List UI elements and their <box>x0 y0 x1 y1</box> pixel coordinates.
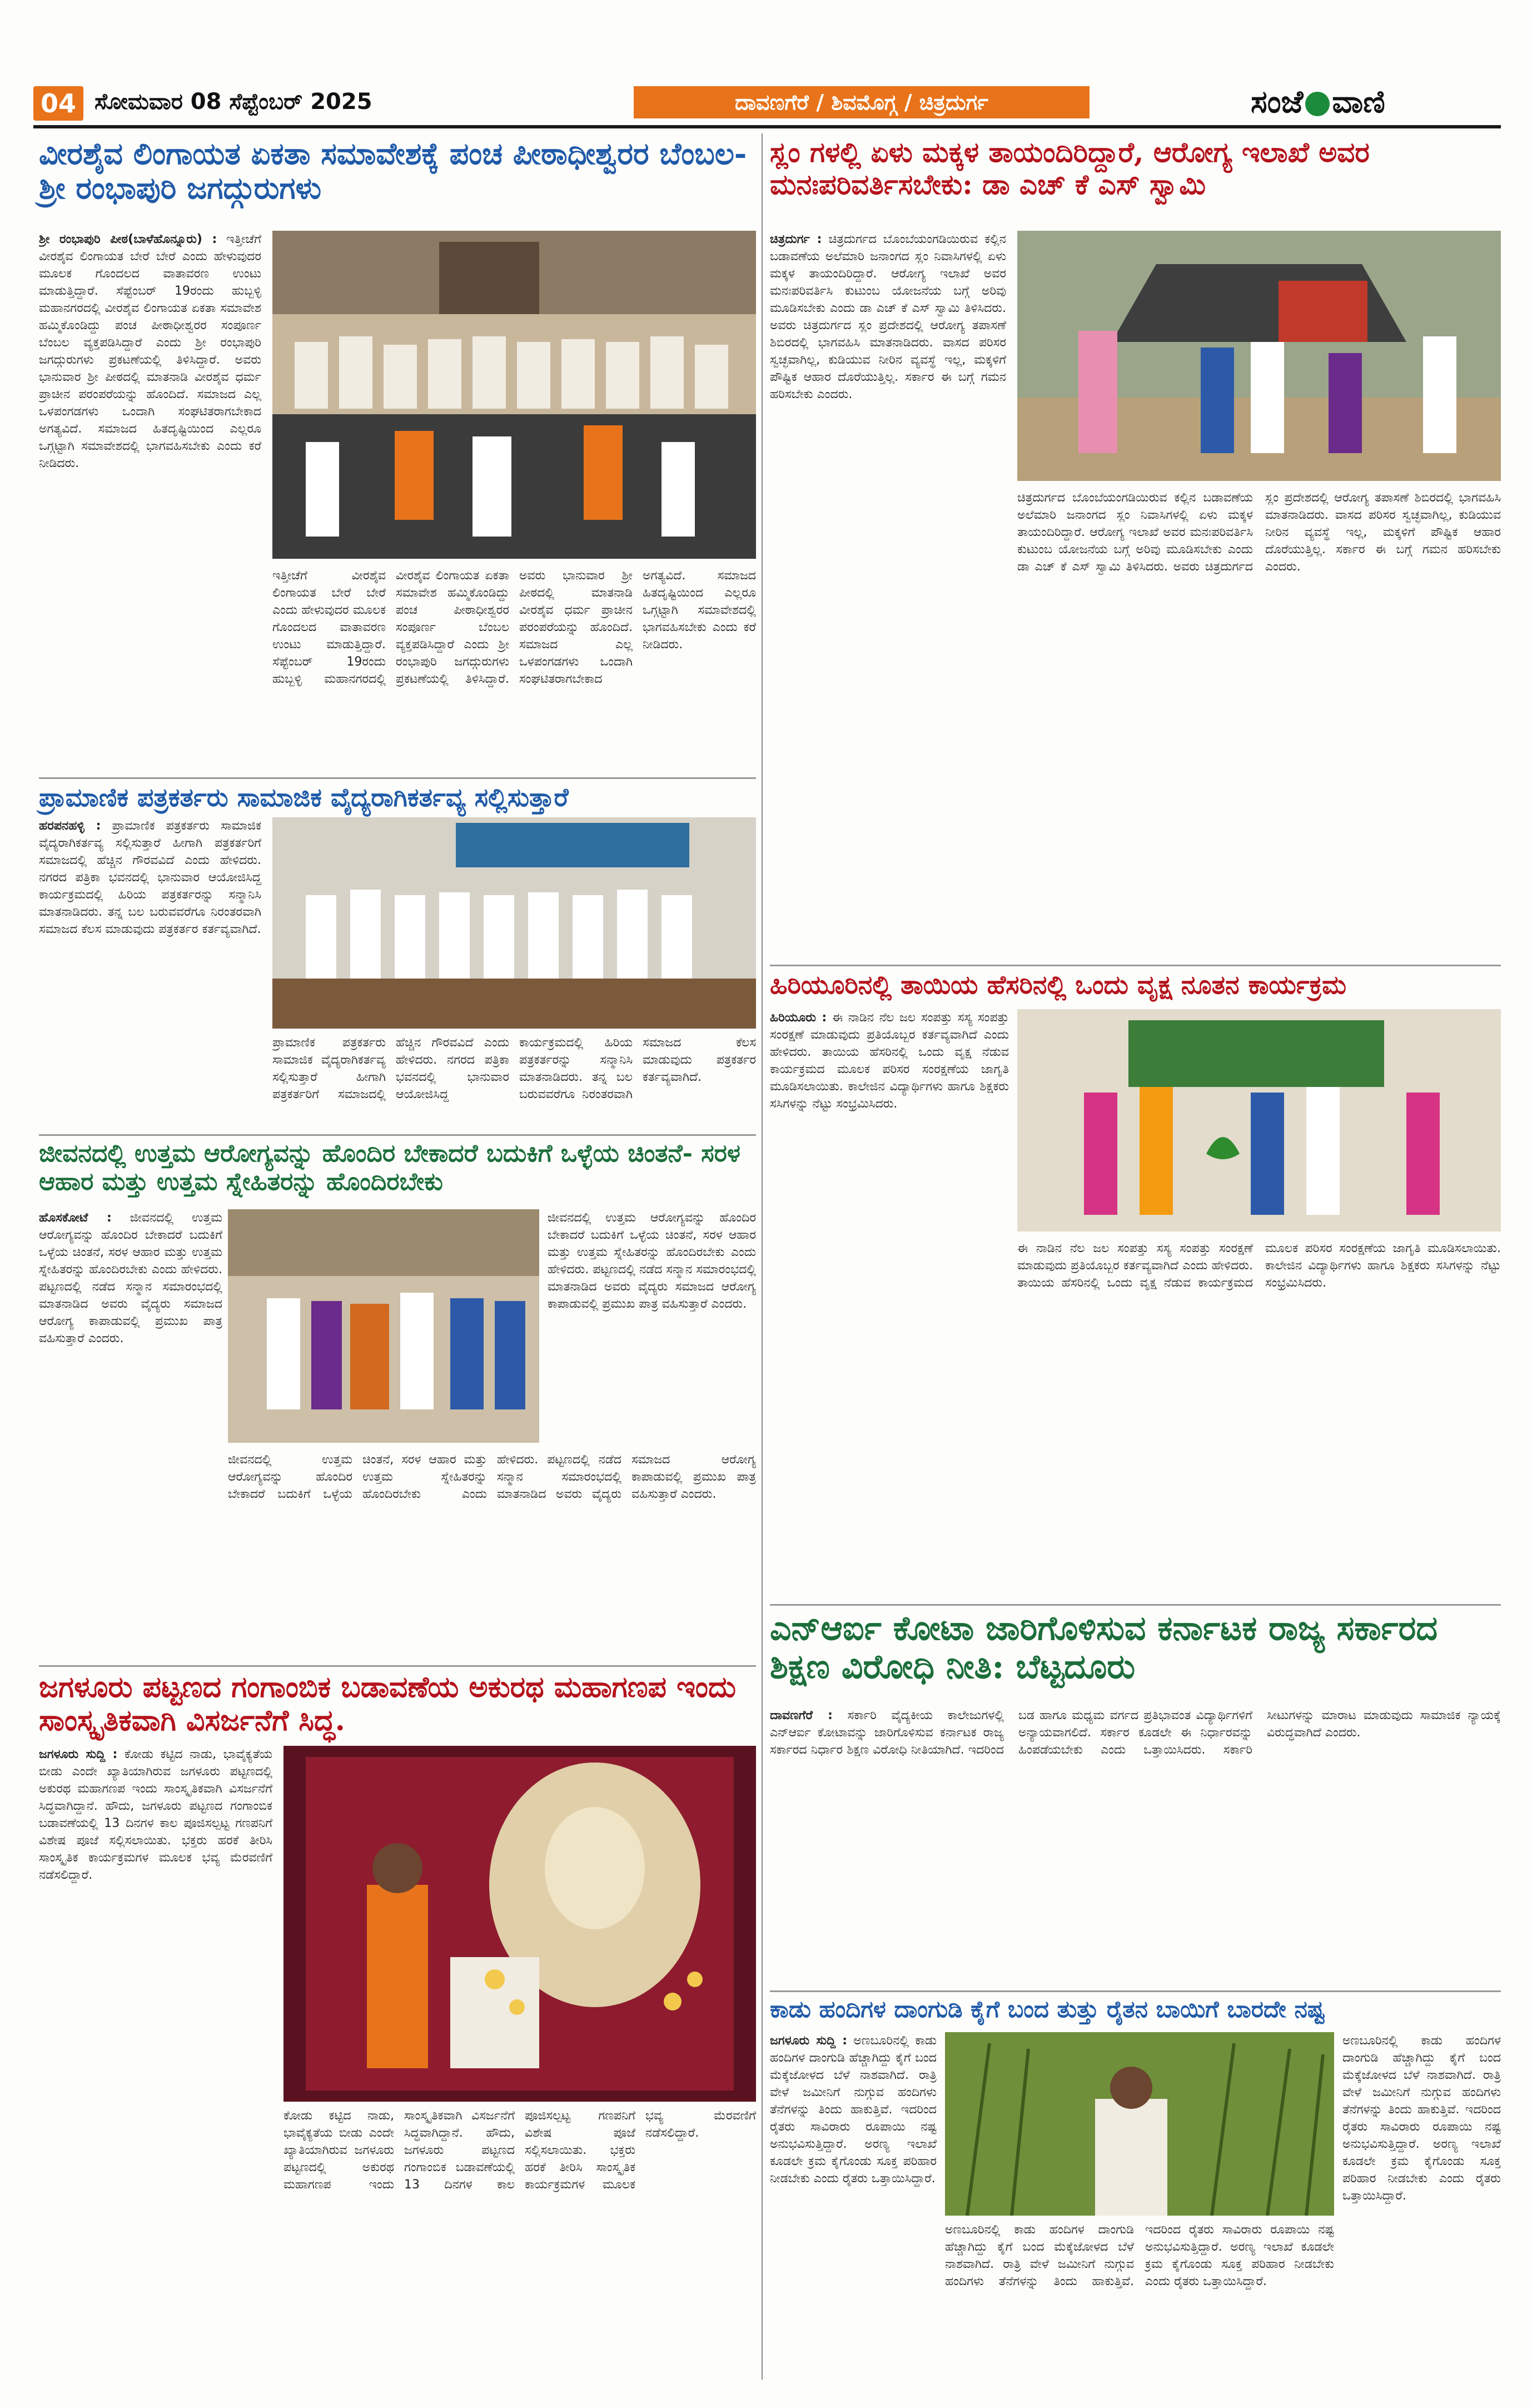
body-text: ಅಣಬೂರಿನಲ್ಲಿ ಕಾಡು ಹಂದಿಗಳ ದಾಂಗುಡಿ ಹೆಚ್ಚಾಗಿದ್ದು ಕೈಗೆ ಬಂದ ಮೆಕ್ಕೆಜೋಳದ ಬೆಳೆ ನಾಶವಾಗಿದೆ. ರಾತ್ರಿ ವೇಳೆ ಜಮೀನಿಗೆ ನುಗ್ಗುವ ಹಂದಿಗಳು ತೆನೆಗಳನ್ನು ತಿಂದು ಹಾಕುತ್ತಿವೆ. ಇದರಿಂದ ರೈತರು ಸಾವಿರಾರು ರೂಪಾಯಿ ನಷ್ಟ ಅನುಭವಿಸುತ್ತಿದ್ದಾರೆ. ಅರಣ್ಯ ಇಲಾಖೆ ಕೂಡಲೇ ಕ್ರಮ ಕೈಗೊಂಡು ಸೂಕ್ತ ಪರಿಹಾರ ನೀಡಬೇಕು ಎಂದು ರೈತರು ಒತ್ತಾಯಿಸಿದ್ದಾರೆ. <box>945 2223 1334 2288</box>
headline-slum: ಸ್ಲಂ ಗಳಲ್ಲಿ ಏಳು ಮಕ್ಕಳ ತಾಯಂದಿರಿದ್ದಾರೆ, ಆರೋಗ್ಯ ಇಲಾಖೆ ಅವರ ಮನಃಪರಿವರ್ತಿಸಬೇಕು: ಡಾ ಎಚ್ ಕೆ ಎಸ್ ಸ್ವಾಮಿ <box>770 136 1370 201</box>
dateline: ದಾವಣಗೆರೆ : <box>770 1709 833 1722</box>
article-body-wild-pigs <box>770 2032 937 2366</box>
issue-date: ಸೋಮವಾರ 08 ಸೆಪ್ಟೆಂಬರ್ 2025 <box>94 89 372 115</box>
body-text: ಚಿತ್ರದುರ್ಗದ ಬೊಂಬೆಯಂಗಡಿಯಿರುವ ಕಲ್ಲಿನ ಬಡಾವಣೆಯ ಅಲೆಮಾರಿ ಜನಾಂಗದ ಸ್ಲಂ ನಿವಾಸಿಗಳಲ್ಲಿ ಏಳು ಮಕ್ಕಳ ತಾಯಂದಿರಿದ್ದಾರೆ. ಆರೋಗ್ಯ ಇಲಾಖೆ ಅವರ ಮನಃಪರಿವರ್ತಿಸಿ ಕುಟುಂಬ ಯೋಜನೆಯ ಬಗ್ಗೆ ಅರಿವು ಮೂಡಿಸಬೇಕು ಎಂದು ಡಾ ಎಚ್ ಕೆ ಎಸ್ ಸ್ವಾಮಿ ತಿಳಿಸಿದರು. ಅವರು ಚಿತ್ರದುರ್ಗದ ಸ್ಲಂ ಪ್ರದೇಶದಲ್ಲಿ ಆರೋಗ್ಯ ತಪಾಸಣೆ ಶಿಬಿರದಲ್ಲಿ ಭಾಗವಹಿಸಿ ಮಾತನಾಡಿದರು. ವಾಸದ ಪರಿಸರ ಸ್ವಚ್ಛವಾಗಿಲ್ಲ, ಕುಡಿಯುವ ನೀರಿನ ವ್ಯವಸ್ಥೆ ಇಲ್ಲ, ಮಕ್ಕಳಿಗೆ ಪೌಷ್ಟಿಕ ಆಹಾರ ದೊರೆಯುತ್ತಿಲ್ಲ. ಸರ್ಕಾರ ಈ ಬಗ್ಗೆ ಗಮನ ಹರಿಸಬೇಕು ಎಂದರು. <box>1017 491 1501 574</box>
headline-journalists: ಪ್ರಾಮಾಣಿಕ ಪತ್ರಕರ್ತರು ಸಾಮಾಜಿಕ ವೈದ್ಯರಾಗಿಕರ್ತವ್ಯ ಸಲ್ಲಿಸುತ್ತಾರೆ <box>39 782 569 812</box>
brand-right: ವಾಣಿ <box>1332 83 1385 120</box>
body-text: ಪ್ರಾಮಾಣಿಕ ಪತ್ರಕರ್ತರು ಸಾಮಾಜಿಕ ವೈದ್ಯರಾಗಿಕರ್ತವ್ಯ ಸಲ್ಲಿಸುತ್ತಾರೆ ಹೀಗಾಗಿ ಪತ್ರಕರ್ತರಿಗೆ ಸಮಾಜದಲ್ಲಿ ಹೆಚ್ಚಿನ ಗೌರವವಿದೆ ಎಂದು ಹೇಳಿದರು. ನಗರದ ಪತ್ರಿಕಾ ಭವನದಲ್ಲಿ ಭಾನುವಾರ ಆಯೋಜಿಸಿದ್ದ ಕಾರ್ಯಕ್ರಮದಲ್ಲಿ ಹಿರಿಯ ಪತ್ರಕರ್ತರನ್ನು ಸನ್ಮಾನಿಸಿ ಮಾತನಾಡಿದರು. ತನ್ನ ಬಲ ಬರುವವರೆಗೂ ನಿರಂತರವಾಗಿ ಸಮಾಜದ ಕೆಲಸ ಮಾಡುವುದು ಪತ್ರಕರ್ತರ ಕರ್ತವ್ಯವಾಗಿದೆ. <box>272 1036 756 1101</box>
section-rule <box>770 1604 1501 1606</box>
article-body-healthy-life-side <box>548 1209 756 1443</box>
body-text: ಸರ್ಕಾರಿ ವೈದ್ಯಕೀಯ ಕಾಲೇಜುಗಳಲ್ಲಿ ಎನ್ಆರ್ಐ ಕೋಟಾವನ್ನು ಜಾರಿಗೊಳಿಸುವ ಕರ್ನಾಟಕ ರಾಜ್ಯ ಸರ್ಕಾರದ ನಿರ್ಧಾರ ಶಿಕ್ಷಣ ವಿರೋಧಿ ನೀತಿಯಾಗಿದೆ. ಇದರಿಂದ ಬಡ ಹಾಗೂ ಮಧ್ಯಮ ವರ್ಗದ ಪ್ರತಿಭಾವಂತ ವಿದ್ಯಾರ್ಥಿಗಳಿಗೆ ಅನ್ಯಾಯವಾಗಲಿದೆ. ಸರ್ಕಾರ ಕೂಡಲೇ ಈ ನಿರ್ಧಾರವನ್ನು ಹಿಂಪಡೆಯಬೇಕು ಎಂದು ಒತ್ತಾಯಿಸಿದರು. ಸರ್ಕಾರಿ ಸೀಟುಗಳನ್ನು ಮಾರಾಟ ಮಾಡುವುದು ಸಾಮಾಜಿಕ ನ್ಯಾಯಕ್ಕೆ ವಿರುದ್ಧವಾಗಿದೆ ಎಂದರು. <box>770 1709 1501 1757</box>
section-rule <box>39 777 756 779</box>
body-text: ಇತ್ತೀಚೆಗೆ ವೀರಶೈವ ಲಿಂಗಾಯತ ಬೇರೆ ಬೇರೆ ಎಂದು ಹೇಳುವುದರ ಮೂಲಕ ಗೊಂದಲದ ವಾತಾವರಣ ಉಂಟು ಮಾಡುತ್ತಿದ್ದಾರೆ. ಸೆಪ್ಟೆಂಬರ್ 19ರಂದು ಹುಬ್ಬಳ್ಳಿ ಮಹಾನಗರದಲ್ಲಿ ವೀರಶೈವ ಲಿಂಗಾಯತ ಏಕತಾ ಸಮಾವೇಶ ಹಮ್ಮಿಕೊಂಡಿದ್ದು ಪಂಚ ಪೀಠಾಧೀಶ್ವರರ ಸಂಪೂರ್ಣ ಬೆಂಬಲ ವ್ಯಕ್ತಪಡಿಸಿದ್ದಾರೆ ಎಂದು ಶ್ರೀ ರಂಭಾಪುರಿ ಜಗದ್ಗುರುಗಳು ಪ್ರಕಟಣೆಯಲ್ಲಿ ತಿಳಿಸಿದ್ದಾರೆ. ಅವರು ಭಾನುವಾರ ಶ್ರೀ ಪೀಠದಲ್ಲಿ ಮಾತನಾಡಿ ವೀರಶೈವ ಧರ್ಮ ಪ್ರಾಚೀನ ಪರಂಪರೆಯನ್ನು ಹೊಂದಿದೆ. ಸಮಾಜದ ಎಲ್ಲ ಒಳಪಂಗಡಗಳು ಒಂದಾಗಿ ಸಂಘಟಿತರಾಗಬೇಕಾದ ಅಗತ್ಯವಿದೆ. ಸಮಾಜದ ಹಿತದೃಷ್ಟಿಯಿಂದ ಎಲ್ಲರೂ ಒಗ್ಗಟ್ಟಾಗಿ ಸಮಾವೇಶದಲ್ಲಿ ಭಾಗವಹಿಸಬೇಕು ಎಂದು ಕರೆ ನೀಡಿದರು. <box>39 232 261 470</box>
body-text: ಕೋಡು ಕಟ್ಟಿದ ನಾಡು, ಭಾವೈಕ್ಯತೆಯ ಬೀಡು ಎಂದೇ ಖ್ಯಾತಿಯಾಗಿರುವ ಜಗಳೂರು ಪಟ್ಟಣದಲ್ಲಿ ಅಕುರಥ ಮಹಾಗಣಪ ಇಂದು ಸಾಂಸ್ಕೃತಿಕವಾಗಿ ವಿಸರ್ಜನೆಗೆ ಸಿದ್ಧವಾಗಿದ್ದಾನೆ. ಹೌದು, ಜಗಳೂರು ಪಟ್ಟಣದ ಗಂಗಾಂಬಿಕ ಬಡಾವಣೆಯಲ್ಲಿ 13 ದಿನಗಳ ಕಾಲ ಪೂಜಿಸಲ್ಪಟ್ಟ ಗಣಪನಿಗೆ ವಿಶೇಷ ಪೂಜೆ ಸಲ್ಲಿಸಲಾಯಿತು. ಭಕ್ತರು ಹರಕೆ ತೀರಿಸಿ ಸಾಂಸ್ಕೃತಿಕ ಕಾರ್ಯಕ್ರಮಗಳ ಮೂಲಕ ಭವ್ಯ ಮೆರವಣಿಗೆ ನಡೆಸಲಿದ್ದಾರೆ. <box>283 2109 756 2192</box>
section-rule <box>39 1134 756 1136</box>
dateline: ಜಗಳೂರು ಸುದ್ದಿ : <box>770 2034 848 2048</box>
headline-ganesha: ಜಗಳೂರು ಪಟ್ಟಣದ ಗಂಗಾಂಬಿಕ ಬಡಾವಣೆಯ ಅಕುರಥ ಮಹಾಗಣಪ ಇಂದು ಸಾಂಸ್ಕೃತಿಕವಾಗಿ ವಿಸರ್ಜನೆಗೆ ಸಿದ್ಧ. <box>39 1670 737 1737</box>
logo-globe-icon <box>1305 92 1330 116</box>
article-body-slum-cont <box>1017 489 1501 959</box>
body-text: ಅಣಬೂರಿನಲ್ಲಿ ಕಾಡು ಹಂದಿಗಳ ದಾಂಗುಡಿ ಹೆಚ್ಚಾಗಿದ್ದು ಕೈಗೆ ಬಂದ ಮೆಕ್ಕೆಜೋಳದ ಬೆಳೆ ನಾಶವಾಗಿದೆ. ರಾತ್ರಿ ವೇಳೆ ಜಮೀನಿಗೆ ನುಗ್ಗುವ ಹಂದಿಗಳು ತೆನೆಗಳನ್ನು ತಿಂದು ಹಾಕುತ್ತಿವೆ. ಇದರಿಂದ ರೈತರು ಸಾವಿರಾರು ರೂಪಾಯಿ ನಷ್ಟ ಅನುಭವಿಸುತ್ತಿದ್ದಾರೆ. ಅರಣ್ಯ ಇಲಾಖೆ ಕೂಡಲೇ ಕ್ರಮ ಕೈಗೊಂಡು ಸೂಕ್ತ ಪರಿಹಾರ ನೀಡಬೇಕು ಎಂದು ರೈತರು ಒತ್ತಾಯಿಸಿದ್ದಾರೆ. <box>1342 2034 1501 2203</box>
photo-maize-field <box>945 2032 1334 2216</box>
section-rule <box>770 965 1501 966</box>
article-body-nri-quota <box>770 1707 1501 1985</box>
article-body-wild-pigs-side <box>1342 2032 1501 2366</box>
photo-felicitation <box>228 1209 539 1443</box>
article-body-hiriyur-cont <box>1017 1240 1501 1598</box>
article-body-journalists <box>39 817 261 1129</box>
article-body-healthy-life <box>39 1209 222 1660</box>
article-body-hiriyur <box>770 1009 1009 1598</box>
headline-wild-pigs: ಕಾಡು ಹಂದಿಗಳ ದಾಂಗುಡಿ ಕೈಗೆ ಬಂದ ತುತ್ತು ರೈತನ ಬಾಯಿಗೆ ಬಾರದೇ ನಷ್ಟ <box>770 1995 1325 2023</box>
headline-veerashaiva: ವೀರಶೈವ ಲಿಂಗಾಯತ ಏಕತಾ ಸಮಾವೇಶಕ್ಕೆ ಪಂಚ ಪೀಠಾಧೀಶ್ವರರ ಬೆಂಬಲ- ಶ್ರೀ ರಂಭಾಪುರಿ ಜಗದ್ಗುರುಗಳು <box>39 136 747 206</box>
dateline: ಹೊಸಕೋಟೆ : <box>39 1211 112 1225</box>
article-body-ganesha <box>39 1746 272 2369</box>
article-body-ganesha-cont <box>283 2107 756 2369</box>
page-number: 04 <box>33 86 83 121</box>
photo-tree-planting <box>1017 1009 1501 1232</box>
article-body-veerashaiva-cont <box>272 567 756 773</box>
photo-journalists-meeting <box>272 817 756 1029</box>
masthead-rule <box>33 125 1501 128</box>
body-text: ಕೋಡು ಕಟ್ಟಿದ ನಾಡು, ಭಾವೈಕ್ಯತೆಯ ಬೀಡು ಎಂದೇ ಖ್ಯಾತಿಯಾಗಿರುವ ಜಗಳೂರು ಪಟ್ಟಣದಲ್ಲಿ ಅಕುರಥ ಮಹಾಗಣಪ ಇಂದು ಸಾಂಸ್ಕೃತಿಕವಾಗಿ ವಿಸರ್ಜನೆಗೆ ಸಿದ್ಧವಾಗಿದ್ದಾನೆ. ಹೌದು, ಜಗಳೂರು ಪಟ್ಟಣದ ಗಂಗಾಂಬಿಕ ಬಡಾವಣೆಯಲ್ಲಿ 13 ದಿನಗಳ ಕಾಲ ಪೂಜಿಸಲ್ಪಟ್ಟ ಗಣಪನಿಗೆ ವಿಶೇಷ ಪೂಜೆ ಸಲ್ಲಿಸಲಾಯಿತು. ಭಕ್ತರು ಹರಕೆ ತೀರಿಸಿ ಸಾಂಸ್ಕೃತಿಕ ಕಾರ್ಯಕ್ರಮಗಳ ಮೂಲಕ ಭವ್ಯ ಮೆರವಣಿಗೆ ನಡೆಸಲಿದ್ದಾರೆ. <box>39 1747 272 1882</box>
body-text: ಚಿತ್ರದುರ್ಗದ ಬೊಂಬೆಯಂಗಡಿಯಿರುವ ಕಲ್ಲಿನ ಬಡಾವಣೆಯ ಅಲೆಮಾರಿ ಜನಾಂಗದ ಸ್ಲಂ ನಿವಾಸಿಗಳಲ್ಲಿ ಏಳು ಮಕ್ಕಳ ತಾಯಂದಿರಿದ್ದಾರೆ. ಆರೋಗ್ಯ ಇಲಾಖೆ ಅವರ ಮನಃಪರಿವರ್ತಿಸಿ ಕುಟುಂಬ ಯೋಜನೆಯ ಬಗ್ಗೆ ಅರಿವು ಮೂಡಿಸಬೇಕು ಎಂದು ಡಾ ಎಚ್ ಕೆ ಎಸ್ ಸ್ವಾಮಿ ತಿಳಿಸಿದರು. ಅವರು ಚಿತ್ರದುರ್ಗದ ಸ್ಲಂ ಪ್ರದೇಶದಲ್ಲಿ ಆರೋಗ್ಯ ತಪಾಸಣೆ ಶಿಬಿರದಲ್ಲಿ ಭಾಗವಹಿಸಿ ಮಾತನಾಡಿದರು. ವಾಸದ ಪರಿಸರ ಸ್ವಚ್ಛವಾಗಿಲ್ಲ, ಕುಡಿಯುವ ನೀರಿನ ವ್ಯವಸ್ಥೆ ಇಲ್ಲ, ಮಕ್ಕಳಿಗೆ ಪೌಷ್ಟಿಕ ಆಹಾರ ದೊರೆಯುತ್ತಿಲ್ಲ. ಸರ್ಕಾರ ಈ ಬಗ್ಗೆ ಗಮನ ಹರಿಸಬೇಕು ಎಂದರು. <box>770 232 1006 401</box>
body-text: ಜೀವನದಲ್ಲಿ ಉತ್ತಮ ಆರೋಗ್ಯವನ್ನು ಹೊಂದಿರ ಬೇಕಾದರೆ ಬದುಕಿಗೆ ಒಳ್ಳೆಯ ಚಿಂತನೆ, ಸರಳ ಆಹಾರ ಮತ್ತು ಉತ್ತಮ ಸ್ನೇಹಿತರನ್ನು ಹೊಂದಿರಬೇಕು ಎಂದು ಹೇಳಿದರು. ಪಟ್ಟಣದಲ್ಲಿ ನಡೆದ ಸನ್ಮಾನ ಸಮಾರಂಭದಲ್ಲಿ ಮಾತನಾಡಿದ ಅವರು ವೈದ್ಯರು ಸಮಾಜದ ಆರೋಗ್ಯ ಕಾಪಾಡುವಲ್ಲಿ ಪ್ರಮುಖ ಪಾತ್ರ ವಹಿಸುತ್ತಾರೆ ಎಂದರು. <box>548 1211 756 1311</box>
dateline: ಹಿರಿಯೂರು : <box>770 1011 827 1025</box>
newspaper-logo <box>1251 83 1385 121</box>
body-text: ಈ ನಾಡಿನ ನೆಲ ಜಲ ಸಂಪತ್ತು ಸಸ್ಯ ಸಂಪತ್ತು ಸಂರಕ್ಷಣೆ ಮಾಡುವುದು ಪ್ರತಿಯೊಬ್ಬರ ಕರ್ತವ್ಯವಾಗಿದೆ ಎಂದು ಹೇಳಿದರು. ತಾಯಿಯ ಹೆಸರಿನಲ್ಲಿ ಒಂದು ವೃಕ್ಷ ನೆಡುವ ಕಾರ್ಯಕ್ರಮದ ಮೂಲಕ ಪರಿಸರ ಸಂರಕ್ಷಣೆಯ ಜಾಗೃತಿ ಮೂಡಿಸಲಾಯಿತು. ಕಾಲೇಜಿನ ವಿದ್ಯಾರ್ಥಿಗಳು ಹಾಗೂ ಶಿಕ್ಷಕರು ಸಸಿಗಳನ್ನು ನೆಟ್ಟು ಸಂಭ್ರಮಿಸಿದರು. <box>770 1011 1009 1111</box>
article-body-journalists-cont <box>272 1034 756 1129</box>
article-body-healthy-life-cont <box>228 1451 756 1660</box>
headline-healthy-life: ಜೀವನದಲ್ಲಿ ಉತ್ತಮ ಆರೋಗ್ಯವನ್ನು ಹೊಂದಿರ ಬೇಕಾದರೆ ಬದುಕಿಗೆ ಒಳ್ಳೆಯ ಚಿಂತನೆ- ಸರಳ ಆಹಾರ ಮತ್ತು ಉತ್ತಮ ಸ್ನೇಹಿತರನ್ನು ಹೊಂದಿರಬೇಕು <box>39 1139 740 1196</box>
dateline: ಹರಪನಹಳ್ಳಿ : <box>39 819 101 833</box>
body-text: ಜೀವನದಲ್ಲಿ ಉತ್ತಮ ಆರೋಗ್ಯವನ್ನು ಹೊಂದಿರ ಬೇಕಾದರೆ ಬದುಕಿಗೆ ಒಳ್ಳೆಯ ಚಿಂತನೆ, ಸರಳ ಆಹಾರ ಮತ್ತು ಉತ್ತಮ ಸ್ನೇಹಿತರನ್ನು ಹೊಂದಿರಬೇಕು ಎಂದು ಹೇಳಿದರು. ಪಟ್ಟಣದಲ್ಲಿ ನಡೆದ ಸನ್ಮಾನ ಸಮಾರಂಭದಲ್ಲಿ ಮಾತನಾಡಿದ ಅವರು ವೈದ್ಯರು ಸಮಾಜದ ಆರೋಗ್ಯ ಕಾಪಾಡುವಲ್ಲಿ ಪ್ರಮುಖ ಪಾತ್ರ ವಹಿಸುತ್ತಾರೆ ಎಂದರು. <box>228 1453 756 1501</box>
photo-veerashaiva-gathering <box>272 231 756 559</box>
photo-ganesha-idol <box>283 1746 756 2102</box>
dateline: ಜಗಳೂರು ಸುದ್ದಿ : <box>39 1747 118 1761</box>
section-rule <box>770 1990 1501 1992</box>
headline-hiriyur: ಹಿರಿಯೂರಿನಲ್ಲಿ ತಾಯಿಯ ಹೆಸರಿನಲ್ಲಿ ಒಂದು ವೃಕ್ಷ ನೂತನ ಕಾರ್ಯಕ್ರಮ <box>770 970 1347 1000</box>
article-body-veerashaiva <box>39 231 261 770</box>
article-body-slum <box>770 231 1006 959</box>
body-text: ಪ್ರಾಮಾಣಿಕ ಪತ್ರಕರ್ತರು ಸಾಮಾಜಿಕ ವೈದ್ಯರಾಗಿಕರ್ತವ್ಯ ಸಲ್ಲಿಸುತ್ತಾರೆ ಹೀಗಾಗಿ ಪತ್ರಕರ್ತರಿಗೆ ಸಮಾಜದಲ್ಲಿ ಹೆಚ್ಚಿನ ಗೌರವವಿದೆ ಎಂದು ಹೇಳಿದರು. ನಗರದ ಪತ್ರಿಕಾ ಭವನದಲ್ಲಿ ಭಾನುವಾರ ಆಯೋಜಿಸಿದ್ದ ಕಾರ್ಯಕ್ರಮದಲ್ಲಿ ಹಿರಿಯ ಪತ್ರಕರ್ತರನ್ನು ಸನ್ಮಾನಿಸಿ ಮಾತನಾಡಿದರು. ತನ್ನ ಬಲ ಬರುವವರೆಗೂ ನಿರಂತರವಾಗಿ ಸಮಾಜದ ಕೆಲಸ ಮಾಡುವುದು ಪತ್ರಕರ್ತರ ಕರ್ತವ್ಯವಾಗಿದೆ. <box>39 819 261 936</box>
headline-nri-quota: ಎನ್ಆರ್ಐ ಕೋಟಾ ಜಾರಿಗೊಳಿಸುವ ಕರ್ನಾಟಕ ರಾಜ್ಯ ಸರ್ಕಾರದ ಶಿಕ್ಷಣ ವಿರೋಧಿ ನೀತಿ: ಬೆಟ್ಟದೂರು <box>770 1609 1438 1686</box>
body-text: ಜೀವನದಲ್ಲಿ ಉತ್ತಮ ಆರೋಗ್ಯವನ್ನು ಹೊಂದಿರ ಬೇಕಾದರೆ ಬದುಕಿಗೆ ಒಳ್ಳೆಯ ಚಿಂತನೆ, ಸರಳ ಆಹಾರ ಮತ್ತು ಉತ್ತಮ ಸ್ನೇಹಿತರನ್ನು ಹೊಂದಿರಬೇಕು ಎಂದು ಹೇಳಿದರು. ಪಟ್ಟಣದಲ್ಲಿ ನಡೆದ ಸನ್ಮಾನ ಸಮಾರಂಭದಲ್ಲಿ ಮಾತನಾಡಿದ ಅವರು ವೈದ್ಯರು ಸಮಾಜದ ಆರೋಗ್ಯ ಕಾಪಾಡುವಲ್ಲಿ ಪ್ರಮುಖ ಪಾತ್ರ ವಹಿಸುತ್ತಾರೆ ಎಂದರು. <box>39 1211 222 1345</box>
column-divider <box>762 133 763 2380</box>
district-banner: ದಾವಣಗೆರೆ / ಶಿವಮೊಗ್ಗ / ಚಿತ್ರದುರ್ಗ <box>634 86 1090 118</box>
article-body-wild-pigs-cont <box>945 2221 1334 2366</box>
section-rule <box>39 1665 756 1667</box>
body-text: ಇತ್ತೀಚೆಗೆ ವೀರಶೈವ ಲಿಂಗಾಯತ ಬೇರೆ ಬೇರೆ ಎಂದು ಹೇಳುವುದರ ಮೂಲಕ ಗೊಂದಲದ ವಾತಾವರಣ ಉಂಟು ಮಾಡುತ್ತಿದ್ದಾರೆ. ಸೆಪ್ಟೆಂಬರ್ 19ರಂದು ಹುಬ್ಬಳ್ಳಿ ಮಹಾನಗರದಲ್ಲಿ ವೀರಶೈವ ಲಿಂಗಾಯತ ಏಕತಾ ಸಮಾವೇಶ ಹಮ್ಮಿಕೊಂಡಿದ್ದು ಪಂಚ ಪೀಠಾಧೀಶ್ವರರ ಸಂಪೂರ್ಣ ಬೆಂಬಲ ವ್ಯಕ್ತಪಡಿಸಿದ್ದಾರೆ ಎಂದು ಶ್ರೀ ರಂಭಾಪುರಿ ಜಗದ್ಗುರುಗಳು ಪ್ರಕಟಣೆಯಲ್ಲಿ ತಿಳಿಸಿದ್ದಾರೆ. ಅವರು ಭಾನುವಾರ ಶ್ರೀ ಪೀಠದಲ್ಲಿ ಮಾತನಾಡಿ ವೀರಶೈವ ಧರ್ಮ ಪ್ರಾಚೀನ ಪರಂಪರೆಯನ್ನು ಹೊಂದಿದೆ. ಸಮಾಜದ ಎಲ್ಲ ಒಳಪಂಗಡಗಳು ಒಂದಾಗಿ ಸಂಘಟಿತರಾಗಬೇಕಾದ ಅಗತ್ಯವಿದೆ. ಸಮಾಜದ ಹಿತದೃಷ್ಟಿಯಿಂದ ಎಲ್ಲರೂ ಒಗ್ಗಟ್ಟಾಗಿ ಸಮಾವೇಶದಲ್ಲಿ ಭಾಗವಹಿಸಬೇಕು ಎಂದು ಕರೆ ನೀಡಿದರು. <box>272 569 756 686</box>
dateline: ಶ್ರೀ ರಂಭಾಪುರಿ ಪೀಠ(ಬಾಳೆಹೊನ್ನೂರು) : <box>39 232 217 246</box>
body-text: ಅಣಬೂರಿನಲ್ಲಿ ಕಾಡು ಹಂದಿಗಳ ದಾಂಗುಡಿ ಹೆಚ್ಚಾಗಿದ್ದು ಕೈಗೆ ಬಂದ ಮೆಕ್ಕೆಜೋಳದ ಬೆಳೆ ನಾಶವಾಗಿದೆ. ರಾತ್ರಿ ವೇಳೆ ಜಮೀನಿಗೆ ನುಗ್ಗುವ ಹಂದಿಗಳು ತೆನೆಗಳನ್ನು ತಿಂದು ಹಾಕುತ್ತಿವೆ. ಇದರಿಂದ ರೈತರು ಸಾವಿರಾರು ರೂಪಾಯಿ ನಷ್ಟ ಅನುಭವಿಸುತ್ತಿದ್ದಾರೆ. ಅರಣ್ಯ ಇಲಾಖೆ ಕೂಡಲೇ ಕ್ರಮ ಕೈಗೊಂಡು ಸೂಕ್ತ ಪರಿಹಾರ ನೀಡಬೇಕು ಎಂದು ರೈತರು ಒತ್ತಾಯಿಸಿದ್ದಾರೆ. <box>770 2034 937 2186</box>
photo-slum-camp <box>1017 231 1501 481</box>
brand-left: ಸಂಜೆ <box>1251 83 1304 120</box>
dateline: ಚಿತ್ರದುರ್ಗ : <box>770 232 822 246</box>
body-text: ಈ ನಾಡಿನ ನೆಲ ಜಲ ಸಂಪತ್ತು ಸಸ್ಯ ಸಂಪತ್ತು ಸಂರಕ್ಷಣೆ ಮಾಡುವುದು ಪ್ರತಿಯೊಬ್ಬರ ಕರ್ತವ್ಯವಾಗಿದೆ ಎಂದು ಹೇಳಿದರು. ತಾಯಿಯ ಹೆಸರಿನಲ್ಲಿ ಒಂದು ವೃಕ್ಷ ನೆಡುವ ಕಾರ್ಯಕ್ರಮದ ಮೂಲಕ ಪರಿಸರ ಸಂರಕ್ಷಣೆಯ ಜಾಗೃತಿ ಮೂಡಿಸಲಾಯಿತು. ಕಾಲೇಜಿನ ವಿದ್ಯಾರ್ಥಿಗಳು ಹಾಗೂ ಶಿಕ್ಷಕರು ಸಸಿಗಳನ್ನು ನೆಟ್ಟು ಸಂಭ್ರಮಿಸಿದರು. <box>1017 1242 1501 1290</box>
